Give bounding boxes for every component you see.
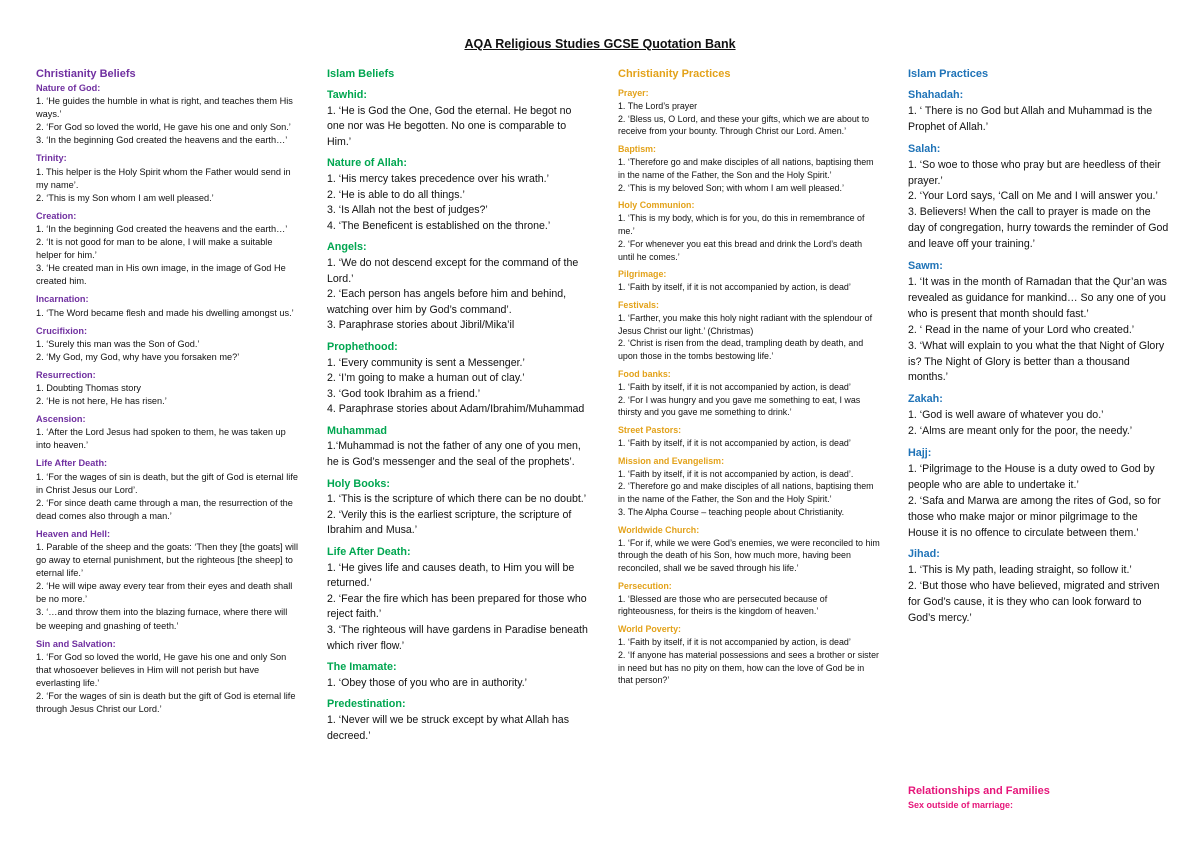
quote: 2. ‘Safa and Marwa are among the rites of God, so for those who make major or minor pilgrimage to the House it is no offence to circulate between them.’ xyxy=(908,494,1161,539)
quote: 3. ‘He created man in His own image, in the image of God He created him. xyxy=(36,263,286,287)
section xyxy=(618,199,880,263)
section-title: World Poverty: xyxy=(618,624,681,635)
quote: 1. ‘Surely this man was the Son of God.’ xyxy=(36,338,200,349)
quote: 1. ‘Faith by itself, if it is not accompanied by action, is dead’. xyxy=(618,468,854,479)
section-title: Trinity: xyxy=(36,153,67,164)
section xyxy=(327,88,589,150)
section xyxy=(327,660,589,691)
quote: 2. ‘This is my Son whom I am well pleased.’ xyxy=(36,192,214,203)
section-title: Crucifixion: xyxy=(36,325,88,336)
column-title: Christianity Practices xyxy=(618,68,731,80)
section xyxy=(618,299,880,363)
section xyxy=(908,142,1170,253)
quote: 2. ‘Fear the fire which has been prepared for those who reject faith.’ xyxy=(327,592,587,621)
quote: 3. ‘What will explain to you what the that Night of Glory is? The Night of Glory is better than a thousand months.’ xyxy=(908,339,1165,384)
column-islam-beliefs xyxy=(327,66,589,744)
quote: 2. ‘But those who have believed, migrated and striven for God’s cause, it is they who can look forward to God’s mercy.’ xyxy=(908,580,1160,625)
quote: 2. ‘For God so loved the world, He gave his one and only Son.’ xyxy=(36,122,291,133)
quote: 1. The Lord’s prayer xyxy=(618,100,698,111)
section xyxy=(36,325,298,364)
quote: 1. ‘Faith by itself, if it is not accompanied by action, is dead’ xyxy=(618,381,851,392)
quote: 2. ‘Christ is risen from the dead, trampling death by death, and upon those in the tombs bestowing life.’ xyxy=(618,338,864,362)
quote: 2. ‘It is not good for man to be alone, I will make a suitable helper for him.’ xyxy=(36,237,273,261)
quote: 2. ‘Verily this is the earliest scripture, the scripture of Ibrahim and Musa.’ xyxy=(327,508,572,537)
section xyxy=(908,547,1170,627)
quote: 1. ‘For God so loved the world, He gave his one and only Son that whosoever believes in Him will not perish but have everlasting life.’ xyxy=(36,651,287,688)
column-title: Christianity Beliefs xyxy=(36,68,136,80)
quote: 1.‘Muhammad is not the father of any one of you men, he is God’s messenger and the seal of the prophets’. xyxy=(327,440,581,469)
section xyxy=(327,545,589,654)
quote: 1. ‘So woe to those who pray but are heedless of their prayer.’ xyxy=(908,158,1161,187)
column-title: Islam Beliefs xyxy=(327,68,395,80)
quote: 2. ‘He is able to do all things.’ xyxy=(327,188,465,201)
quote: 1. ‘Therefore go and make disciples of all nations, baptising them in the name of the Father, the Son and the Holy Spirit.’ xyxy=(618,156,874,180)
section xyxy=(36,210,298,289)
section xyxy=(618,455,880,519)
column-title: Islam Practices xyxy=(908,68,989,80)
quote: 2. ‘For since death came through a man, the resurrection of the dead comes also through a man.’ xyxy=(36,497,293,521)
quote: 1. ‘Blessed are those who are persecuted because of righteousness, for theirs is the kingdom of heaven.’ xyxy=(618,593,828,617)
quote: 2. ‘My God, my God, why have you forsaken me?’ xyxy=(36,351,240,362)
section-title: Prayer: xyxy=(618,88,649,98)
quote: 1. ‘Faith by itself, if it is not accompanied by action, is dead’ xyxy=(618,282,851,293)
section-title: Pilgrimage: xyxy=(618,269,667,280)
section xyxy=(908,88,1170,136)
quote: 3. ‘The righteous will have gardens in Paradise beneath which river flow.’ xyxy=(327,624,588,652)
quote: 3. The Alpha Course – teaching people about Christianity. xyxy=(618,506,845,517)
quote: 1. Parable of the sheep and the goats: ‘Then they [the goats] will go away to eternal punishment, but the righteous [the sheep] to eternal life.’ xyxy=(36,542,299,579)
section xyxy=(36,413,298,452)
section-title: Baptism: xyxy=(618,144,656,155)
quote: 2. ‘This is my beloved Son; with whom I am well pleased.’ xyxy=(618,182,844,193)
quote: 1. ‘ There is no God but Allah and Muhammad is the Prophet of Allah.’ xyxy=(908,104,1153,133)
section-title: Salah: xyxy=(908,142,941,155)
relationships-subtitle: Sex outside of marriage: xyxy=(908,800,1014,810)
section xyxy=(36,152,298,204)
quote: 1. ‘For the wages of sin is death, but the gift of God is eternal life in Christ Jesus our Lord’. xyxy=(36,471,298,495)
quote: 1. Doubting Thomas story xyxy=(36,382,142,393)
section-title: Sin and Salvation: xyxy=(36,638,116,649)
relationships-section xyxy=(908,784,1170,812)
quote: 3. ‘…and throw them into the blazing furnace, where there will be weeping and gnashing of teeth.’ xyxy=(36,607,288,631)
section xyxy=(327,240,589,334)
section xyxy=(618,87,880,138)
section-title: Food banks: xyxy=(618,368,671,379)
section-title: Nature of God: xyxy=(36,83,101,93)
section-title: Prophethood: xyxy=(327,340,398,353)
section-title: Muhammad xyxy=(327,424,387,437)
quote: 2. ‘For the wages of sin is death but the gift of God is eternal life through Jesus Christ our Lord.’ xyxy=(36,691,296,715)
section xyxy=(327,424,589,471)
quote: 1. ‘In the beginning God created the heavens and the earth…’ xyxy=(36,223,288,234)
section xyxy=(36,528,298,633)
section-title: Jihad: xyxy=(908,548,940,561)
section xyxy=(327,697,589,744)
section xyxy=(618,580,880,618)
column-christianity-practices xyxy=(618,66,880,687)
quote: 3. Believers! When the call to prayer is made on the day of congregation, hurry towards the reminder of God and leave off your training.’ xyxy=(908,206,1169,251)
section-title: Life After Death: xyxy=(36,458,108,469)
relationships-title: Relationships and Families xyxy=(908,785,1050,797)
section-title: Life After Death: xyxy=(327,546,411,559)
quote: 2. ‘He is not here, He has risen.’ xyxy=(36,396,167,407)
quote: 1. ‘It was in the month of Ramadan that the Qur’an was revealed as guidance for mankind… So any one of you who is present that month should fast.’ xyxy=(908,275,1167,320)
section-title: Zakah: xyxy=(908,393,943,406)
quote: 2. ‘Therefore go and make disciples of all nations, baptising them in the name of the Father, the Son and the Holy Spirit.’ xyxy=(618,481,874,505)
section-title: Holy Books: xyxy=(327,477,390,490)
section xyxy=(618,268,880,294)
quote: 4. ‘The Beneficent is established on the throne.’ xyxy=(327,219,551,232)
quote: 2. ‘For whenever you eat this bread and drink the Lord’s death until he comes.’ xyxy=(618,238,863,262)
section xyxy=(618,424,880,450)
quote: 1. ‘Every community is sent a Messenger.’ xyxy=(327,356,525,369)
quote: 2. ‘Your Lord says, ‘Call on Me and I will answer you.’ xyxy=(908,190,1158,203)
section-title: Resurrection: xyxy=(36,369,96,380)
section-title: Mission and Evangelism: xyxy=(618,455,725,466)
section-title: Heaven and Hell: xyxy=(36,528,111,539)
quote: 1. ‘The Word became flesh and made his dwelling amongst us.’ xyxy=(36,307,294,318)
quote: 2. ‘If anyone has material possessions and sees a brother or sister in need but has no pity on them, how can the love of God be in that person?’ xyxy=(618,649,879,686)
section-title: Holy Communion: xyxy=(618,200,695,211)
section xyxy=(908,259,1170,386)
section xyxy=(36,457,298,522)
quote: 3. Paraphrase stories about Jibril/Mika’il xyxy=(327,319,515,332)
section xyxy=(327,340,589,418)
quote: 1. ‘Farther, you make this holy night radiant with the splendour of Jesus Christ our light.’ (Christmas) xyxy=(618,312,873,336)
quote: 3. ‘Is Allah not the best of judges?’ xyxy=(327,204,488,217)
quote: 2. ‘Alms are meant only for the poor, the needy.’ xyxy=(908,425,1133,438)
section xyxy=(36,638,298,717)
section-title: Incarnation: xyxy=(36,294,89,305)
section-title: Sawm: xyxy=(908,260,943,273)
quote: 1. ‘For if, while we were God’s enemies, we were reconciled to him through the death of his Son, how much more, having been reconciled, shall we be saved through his life.’ xyxy=(618,537,880,574)
quote: 1. ‘Obey those of you who are in authority.’ xyxy=(327,676,528,689)
section xyxy=(36,82,298,147)
section xyxy=(908,446,1170,541)
section-title: Shahadah: xyxy=(908,89,964,101)
quote: 1. ‘Faith by itself, if it is not accompanied by action, is dead’ xyxy=(618,637,851,648)
section-title: Worldwide Church: xyxy=(618,524,700,535)
quote: 4. Paraphrase stories about Adam/Ibrahim/Muhammad xyxy=(327,403,585,416)
column-christianity-beliefs xyxy=(36,66,298,716)
quote: 2. ‘I’m going to make a human out of clay.’ xyxy=(327,372,525,385)
section xyxy=(618,623,880,687)
quote: 1. ‘This is My path, leading straight, so follow it.’ xyxy=(908,564,1132,577)
quote: 1. ‘God is well aware of whatever you do.’ xyxy=(908,409,1104,422)
section-title: Persecution: xyxy=(618,580,672,591)
quote: 1. ‘Never will we be struck except by what Allah has decreed.’ xyxy=(327,713,570,742)
section xyxy=(618,368,880,419)
section-title: Festivals: xyxy=(618,299,659,310)
quote: 2. ‘Bless us, O Lord, and these your gifts, which we are about to receive from your bounty. Through Christ our Lord. Amen.’ xyxy=(618,113,870,137)
quote: 1. ‘He guides the humble in what is right, and teaches them His ways.’ xyxy=(36,96,293,120)
quote: 1. ‘Pilgrimage to the House is a duty owed to God by people who are able to undertake it.’ xyxy=(908,462,1155,491)
section-title: Street Pastors: xyxy=(618,425,682,436)
section-title: Angels: xyxy=(327,241,367,254)
section xyxy=(908,392,1170,440)
section-title: Tawhid: xyxy=(327,89,367,101)
quote: 1. ‘Faith by itself, if it is not accompanied by action, is dead’ xyxy=(618,437,851,448)
quote: 1. ‘We do not descend except for the command of the Lord.’ xyxy=(327,256,579,285)
column-islam-practices xyxy=(908,66,1170,627)
quote: 1. ‘His mercy takes precedence over his wrath.’ xyxy=(327,172,549,185)
quote: 2. ‘ Read in the name of your Lord who created.’ xyxy=(908,323,1135,336)
section xyxy=(36,369,298,408)
section-title: Predestination: xyxy=(327,698,406,711)
section xyxy=(36,293,298,319)
quote: 1. This helper is the Holy Spirit whom the Father would send in my name’. xyxy=(36,166,291,190)
quote: 2. ‘Each person has angels before him and behind, watching over him by God’s command’. xyxy=(327,288,567,316)
section xyxy=(327,477,589,539)
section-title: Creation: xyxy=(36,210,77,221)
section-title: Ascension: xyxy=(36,414,86,425)
quote: 1. ‘After the Lord Jesus had spoken to them, he was taken up into heaven.’ xyxy=(36,427,286,451)
section-title: Hajj: xyxy=(908,447,932,460)
quote: 1. ‘This is the scripture of which there can be no doubt.’ xyxy=(327,493,587,506)
quote: 2. ‘He will wipe away every tear from their eyes and death shall be no more.’ xyxy=(36,581,293,605)
quote: 1. ‘He is God the One, God the eternal. He begot no one nor was He begotten. No one is comparable to Him.’ xyxy=(327,104,572,148)
section-title: The Imamate: xyxy=(327,661,397,674)
quote: 2. ‘For I was hungry and you gave me something to eat, I was thirsty and you gave me something to drink.’ xyxy=(618,394,861,418)
section xyxy=(618,143,880,194)
section-title: Nature of Allah: xyxy=(327,157,407,170)
quote: 3. ‘God took Ibrahim as a friend.’ xyxy=(327,387,481,400)
section xyxy=(327,156,589,234)
quote: 3. ‘In the beginning God created the heavens and the earth…’ xyxy=(36,135,288,146)
page-title: AQA Religious Studies GCSE Quotation Bank xyxy=(464,37,736,51)
quote: 1. ‘He gives life and causes death, to Him you will be returned.’ xyxy=(327,561,575,590)
quote: 1. ‘This is my body, which is for you, do this in remembrance of me.’ xyxy=(618,213,865,236)
section xyxy=(618,524,880,575)
